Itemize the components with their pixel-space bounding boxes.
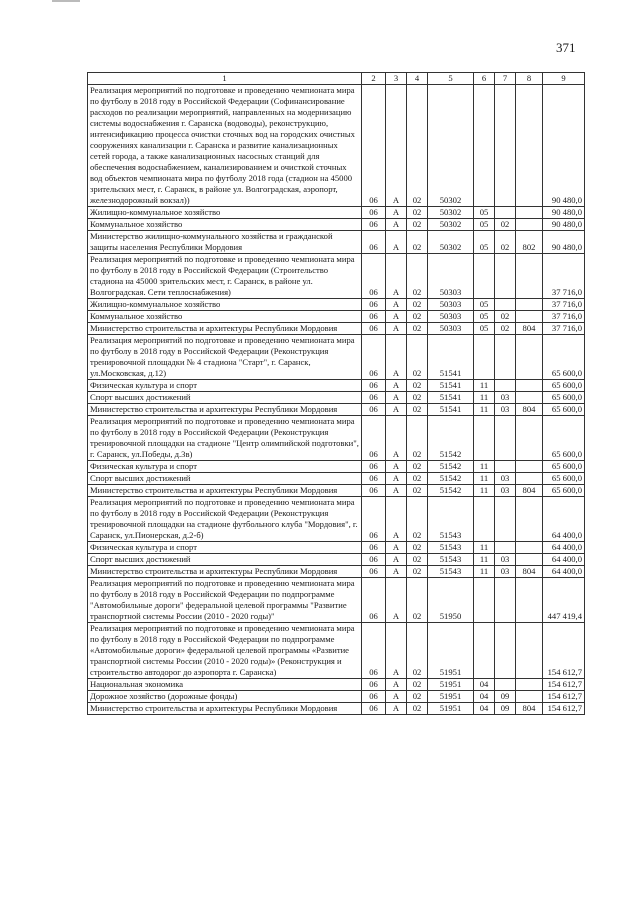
table-row xyxy=(88,416,585,461)
cell-item-name: Министерство строительства и архитектуры Республики Мордовия xyxy=(88,323,362,335)
table-header-row xyxy=(88,73,585,85)
column-header: 3 xyxy=(386,73,407,85)
cell-code-8: 804 xyxy=(516,323,543,335)
cell-code-5: 51542 xyxy=(428,485,474,497)
cell-code-4: 02 xyxy=(407,323,428,335)
cell-code-6: 05 xyxy=(474,323,495,335)
column-header: 8 xyxy=(516,73,543,85)
cell-code-4: 02 xyxy=(407,254,428,299)
cell-code-4: 02 xyxy=(407,335,428,380)
cell-code-7 xyxy=(495,542,516,554)
cell-item-name: Реализация мероприятий по подготовке и проведению чемпионата мира по футболу в 2018 году в Российской Федерации (Софинансирование расходов по реализации мероприятий, направленных на модернизацию системы водоснабжения г. Саранска (водоводы), реконструкцию, интенсификацию процесса очистки сточных вод на городских очистных сооружениях канализации г. Саранска и развитие канализационных сетей города, а также канализационных насосных станций для обеспечения водоснабжением, канализированием и очисткой сточных вод объектов чемпионата мира по футболу 2018 года (стадион на 45000 зрительских мест, г. Саранск, в районе ул. Волгоградская, аэропорт, железнодорожный вокзал)) xyxy=(88,85,362,207)
cell-item-name: Спорт высших достижений xyxy=(88,392,362,404)
cell-code-6 xyxy=(474,254,495,299)
cell-code-3: А xyxy=(386,578,407,623)
cell-code-5: 50303 xyxy=(428,311,474,323)
cell-code-3: А xyxy=(386,554,407,566)
cell-code-8: 804 xyxy=(516,566,543,578)
cell-code-5: 51542 xyxy=(428,416,474,461)
cell-code-5: 50302 xyxy=(428,219,474,231)
cell-code-2: 06 xyxy=(362,335,386,380)
cell-item-name: Реализация мероприятий по подготовке и проведению чемпионата мира по футболу в 2018 году в Российской Федерации по подпрограмме "Автомобильные дороги" федеральной целевой программы "Развитие транспортной системы России (2010 - 2020 годы)" xyxy=(88,578,362,623)
cell-code-5: 51951 xyxy=(428,679,474,691)
cell-code-7: 02 xyxy=(495,219,516,231)
cell-code-8 xyxy=(516,542,543,554)
cell-code-2: 06 xyxy=(362,497,386,542)
cell-code-2: 06 xyxy=(362,623,386,679)
cell-amount: 37 716,0 xyxy=(543,311,585,323)
cell-code-4: 02 xyxy=(407,392,428,404)
cell-code-8 xyxy=(516,219,543,231)
cell-code-5: 51542 xyxy=(428,461,474,473)
cell-code-3: А xyxy=(386,311,407,323)
cell-code-7: 03 xyxy=(495,554,516,566)
cell-amount: 90 480,0 xyxy=(543,219,585,231)
cell-code-5: 51541 xyxy=(428,335,474,380)
cell-code-2: 06 xyxy=(362,473,386,485)
cell-code-8 xyxy=(516,691,543,703)
budget-table xyxy=(87,72,585,715)
cell-code-6: 11 xyxy=(474,380,495,392)
cell-code-3: А xyxy=(386,299,407,311)
cell-code-2: 06 xyxy=(362,231,386,254)
cell-item-name: Министерство строительства и архитектуры Республики Мордовия xyxy=(88,485,362,497)
cell-item-name: Физическая культура и спорт xyxy=(88,542,362,554)
cell-amount: 65 600,0 xyxy=(543,392,585,404)
cell-item-name: Министерство строительства и архитектуры Республики Мордовия xyxy=(88,703,362,715)
cell-code-7 xyxy=(495,497,516,542)
cell-code-5: 51541 xyxy=(428,404,474,416)
cell-code-4: 02 xyxy=(407,207,428,219)
cell-code-7: 03 xyxy=(495,392,516,404)
table-row xyxy=(88,254,585,299)
cell-code-2: 06 xyxy=(362,85,386,207)
cell-code-8: 804 xyxy=(516,404,543,416)
table-row xyxy=(88,311,585,323)
cell-code-6: 04 xyxy=(474,691,495,703)
cell-code-6 xyxy=(474,497,495,542)
cell-amount: 37 716,0 xyxy=(543,299,585,311)
cell-code-4: 02 xyxy=(407,679,428,691)
cell-item-name: Реализация мероприятий по подготовке и проведению чемпионата мира по футболу в 2018 году в Российской Федерации (Реконструкция тренировочной площадки на стадионе футбольного клуба "Мордовия", г. Саранск, ул.Пионерская, д.2-б) xyxy=(88,497,362,542)
cell-amount: 90 480,0 xyxy=(543,85,585,207)
cell-item-name: Физическая культура и спорт xyxy=(88,380,362,392)
cell-code-2: 06 xyxy=(362,323,386,335)
cell-code-2: 06 xyxy=(362,311,386,323)
cell-code-7 xyxy=(495,85,516,207)
scan-artifact xyxy=(52,0,80,2)
cell-code-7 xyxy=(495,254,516,299)
cell-code-7: 03 xyxy=(495,404,516,416)
cell-amount: 64 400,0 xyxy=(543,497,585,542)
table-row xyxy=(88,380,585,392)
cell-code-5: 51951 xyxy=(428,703,474,715)
cell-code-3: А xyxy=(386,679,407,691)
cell-code-5: 50302 xyxy=(428,207,474,219)
cell-code-2: 06 xyxy=(362,207,386,219)
table-row xyxy=(88,578,585,623)
cell-code-5: 51541 xyxy=(428,392,474,404)
cell-code-8 xyxy=(516,679,543,691)
cell-code-3: А xyxy=(386,566,407,578)
cell-code-2: 06 xyxy=(362,679,386,691)
cell-code-4: 02 xyxy=(407,497,428,542)
cell-code-5: 51951 xyxy=(428,623,474,679)
cell-code-5: 50302 xyxy=(428,85,474,207)
table-row xyxy=(88,85,585,207)
cell-amount: 64 400,0 xyxy=(543,554,585,566)
cell-code-4: 02 xyxy=(407,416,428,461)
cell-item-name: Министерство жилищно-коммунального хозяйства и гражданской защиты населения Республики Мордовия xyxy=(88,231,362,254)
cell-code-6: 04 xyxy=(474,703,495,715)
column-header: 2 xyxy=(362,73,386,85)
cell-code-5: 51543 xyxy=(428,554,474,566)
cell-code-3: А xyxy=(386,219,407,231)
cell-amount: 154 612,7 xyxy=(543,679,585,691)
cell-item-name: Реализация мероприятий по подготовке и проведению чемпионата мира по футболу в 2018 году в Российской Федерации (Строительство стадиона на 45000 зрительских мест, г. Саранск, в районе ул. Волгоградская. Сети теплоснабжения) xyxy=(88,254,362,299)
cell-code-3: А xyxy=(386,231,407,254)
cell-code-8 xyxy=(516,461,543,473)
cell-code-4: 02 xyxy=(407,85,428,207)
table-row xyxy=(88,323,585,335)
cell-code-8: 804 xyxy=(516,485,543,497)
cell-code-4: 02 xyxy=(407,578,428,623)
cell-code-6: 05 xyxy=(474,219,495,231)
cell-item-name: Жилищно-коммунальное хозяйство xyxy=(88,207,362,219)
column-header: 4 xyxy=(407,73,428,85)
cell-code-2: 06 xyxy=(362,299,386,311)
cell-code-4: 02 xyxy=(407,542,428,554)
cell-code-2: 06 xyxy=(362,461,386,473)
cell-code-8: 804 xyxy=(516,703,543,715)
cell-code-6: 11 xyxy=(474,473,495,485)
cell-code-6: 11 xyxy=(474,485,495,497)
table-body xyxy=(88,85,585,715)
cell-code-8 xyxy=(516,416,543,461)
cell-item-name: Физическая культура и спорт xyxy=(88,461,362,473)
cell-code-3: А xyxy=(386,404,407,416)
cell-code-8 xyxy=(516,380,543,392)
cell-amount: 65 600,0 xyxy=(543,461,585,473)
table-row xyxy=(88,231,585,254)
cell-code-3: А xyxy=(386,542,407,554)
cell-code-3: А xyxy=(386,485,407,497)
cell-code-4: 02 xyxy=(407,404,428,416)
cell-code-7 xyxy=(495,380,516,392)
cell-item-name: Коммунальное хозяйство xyxy=(88,311,362,323)
cell-code-7: 03 xyxy=(495,485,516,497)
cell-code-4: 02 xyxy=(407,311,428,323)
cell-code-2: 06 xyxy=(362,254,386,299)
cell-code-4: 02 xyxy=(407,485,428,497)
cell-code-6: 11 xyxy=(474,392,495,404)
cell-amount: 37 716,0 xyxy=(543,254,585,299)
cell-item-name: Спорт высших достижений xyxy=(88,554,362,566)
cell-code-8 xyxy=(516,311,543,323)
cell-code-4: 02 xyxy=(407,231,428,254)
table-row xyxy=(88,554,585,566)
table-row xyxy=(88,691,585,703)
cell-code-3: А xyxy=(386,335,407,380)
cell-amount: 65 600,0 xyxy=(543,404,585,416)
column-header: 6 xyxy=(474,73,495,85)
table-row xyxy=(88,473,585,485)
table-row xyxy=(88,542,585,554)
cell-code-8 xyxy=(516,473,543,485)
cell-code-6: 05 xyxy=(474,299,495,311)
cell-code-3: А xyxy=(386,461,407,473)
cell-amount: 65 600,0 xyxy=(543,485,585,497)
table-row xyxy=(88,461,585,473)
table-row xyxy=(88,299,585,311)
cell-code-8 xyxy=(516,254,543,299)
cell-amount: 65 600,0 xyxy=(543,473,585,485)
cell-code-8 xyxy=(516,335,543,380)
cell-code-7 xyxy=(495,299,516,311)
cell-code-3: А xyxy=(386,392,407,404)
cell-code-5: 51951 xyxy=(428,691,474,703)
cell-amount: 64 400,0 xyxy=(543,542,585,554)
cell-item-name: Реализация мероприятий по подготовке и проведению чемпионата мира по футболу в 2018 году в Российской Федерации (Реконструкция тренировочной площадки № 4 стадиона "Старт", г. Саранск, ул.Московская, д.12) xyxy=(88,335,362,380)
cell-code-7: 02 xyxy=(495,231,516,254)
table-row xyxy=(88,679,585,691)
cell-code-4: 02 xyxy=(407,691,428,703)
table-row xyxy=(88,335,585,380)
cell-code-6 xyxy=(474,623,495,679)
table-row xyxy=(88,219,585,231)
cell-code-5: 50303 xyxy=(428,254,474,299)
cell-code-2: 06 xyxy=(362,578,386,623)
cell-code-8 xyxy=(516,554,543,566)
cell-code-7: 03 xyxy=(495,473,516,485)
cell-code-7 xyxy=(495,416,516,461)
table-row xyxy=(88,703,585,715)
cell-item-name: Реализация мероприятий по подготовке и проведению чемпионата мира по футболу в 2018 году в Российской Федерации (Реконструкция тренировочной площадки на стадионе "Центр олимпийской подготовки", г. Саранск, ул.Победы, д.3в) xyxy=(88,416,362,461)
cell-item-name: Коммунальное хозяйство xyxy=(88,219,362,231)
cell-code-4: 02 xyxy=(407,566,428,578)
cell-amount: 154 612,7 xyxy=(543,703,585,715)
cell-code-6: 11 xyxy=(474,404,495,416)
cell-item-name: Реализация мероприятий по подготовке и проведению чемпионата мира по футболу в 2018 году в Российской Федерации по подпрограмме «Автомобильные дороги» федеральной целевой программы «Развитие транспортной системы России (2010 - 2020 годы)» (Реконструкция и строительство автодорог до аэропорта г. Саранска) xyxy=(88,623,362,679)
cell-code-7: 02 xyxy=(495,323,516,335)
cell-code-3: А xyxy=(386,254,407,299)
cell-amount: 90 480,0 xyxy=(543,207,585,219)
cell-code-5: 51543 xyxy=(428,497,474,542)
table-row xyxy=(88,566,585,578)
table-row xyxy=(88,497,585,542)
cell-code-7 xyxy=(495,578,516,623)
cell-item-name: Дорожное хозяйство (дорожные фонды) xyxy=(88,691,362,703)
cell-code-6: 11 xyxy=(474,566,495,578)
cell-code-6: 11 xyxy=(474,461,495,473)
cell-code-6 xyxy=(474,578,495,623)
page-number: 371 xyxy=(556,40,576,55)
table-row xyxy=(88,404,585,416)
cell-code-5: 51950 xyxy=(428,578,474,623)
cell-code-6: 04 xyxy=(474,679,495,691)
cell-code-7: 02 xyxy=(495,311,516,323)
table-row xyxy=(88,623,585,679)
cell-code-2: 06 xyxy=(362,392,386,404)
table-row xyxy=(88,485,585,497)
cell-code-8: 802 xyxy=(516,231,543,254)
cell-code-7 xyxy=(495,335,516,380)
cell-code-4: 02 xyxy=(407,461,428,473)
cell-code-4: 02 xyxy=(407,473,428,485)
table-row xyxy=(88,207,585,219)
cell-amount: 154 612,7 xyxy=(543,623,585,679)
cell-item-name: Национальная экономика xyxy=(88,679,362,691)
cell-code-2: 06 xyxy=(362,485,386,497)
cell-code-7 xyxy=(495,623,516,679)
cell-amount: 64 400,0 xyxy=(543,566,585,578)
column-header: 9 xyxy=(543,73,585,85)
cell-code-6 xyxy=(474,416,495,461)
column-header: 5 xyxy=(428,73,474,85)
cell-code-3: А xyxy=(386,691,407,703)
cell-code-5: 51543 xyxy=(428,542,474,554)
cell-code-4: 02 xyxy=(407,299,428,311)
cell-code-6: 11 xyxy=(474,542,495,554)
cell-code-4: 02 xyxy=(407,380,428,392)
cell-code-6: 05 xyxy=(474,207,495,219)
cell-code-7: 09 xyxy=(495,703,516,715)
cell-code-5: 51542 xyxy=(428,473,474,485)
column-header: 1 xyxy=(88,73,362,85)
cell-code-3: А xyxy=(386,323,407,335)
cell-amount: 90 480,0 xyxy=(543,231,585,254)
cell-code-6: 05 xyxy=(474,311,495,323)
cell-amount: 447 419,4 xyxy=(543,578,585,623)
cell-code-3: А xyxy=(386,497,407,542)
cell-code-8 xyxy=(516,392,543,404)
cell-code-2: 06 xyxy=(362,219,386,231)
cell-code-2: 06 xyxy=(362,554,386,566)
cell-amount: 65 600,0 xyxy=(543,335,585,380)
cell-code-8 xyxy=(516,623,543,679)
cell-code-8 xyxy=(516,299,543,311)
cell-code-8 xyxy=(516,85,543,207)
cell-item-name: Спорт высших достижений xyxy=(88,473,362,485)
cell-code-5: 50303 xyxy=(428,299,474,311)
cell-code-8 xyxy=(516,497,543,542)
cell-code-2: 06 xyxy=(362,542,386,554)
cell-code-3: А xyxy=(386,380,407,392)
cell-amount: 65 600,0 xyxy=(543,416,585,461)
cell-code-2: 06 xyxy=(362,703,386,715)
cell-code-7 xyxy=(495,679,516,691)
cell-code-2: 06 xyxy=(362,416,386,461)
cell-code-4: 02 xyxy=(407,623,428,679)
cell-code-3: А xyxy=(386,703,407,715)
cell-code-7 xyxy=(495,207,516,219)
cell-code-5: 50303 xyxy=(428,323,474,335)
cell-code-8 xyxy=(516,578,543,623)
table-row xyxy=(88,392,585,404)
cell-code-2: 06 xyxy=(362,566,386,578)
cell-code-7 xyxy=(495,461,516,473)
cell-code-8 xyxy=(516,207,543,219)
cell-code-2: 06 xyxy=(362,691,386,703)
cell-amount: 65 600,0 xyxy=(543,380,585,392)
cell-code-5: 50302 xyxy=(428,231,474,254)
cell-code-6 xyxy=(474,85,495,207)
cell-code-3: А xyxy=(386,473,407,485)
cell-code-7: 03 xyxy=(495,566,516,578)
cell-code-3: А xyxy=(386,623,407,679)
cell-code-6 xyxy=(474,335,495,380)
cell-code-4: 02 xyxy=(407,554,428,566)
cell-item-name: Министерство строительства и архитектуры Республики Мордовия xyxy=(88,404,362,416)
cell-code-7: 09 xyxy=(495,691,516,703)
cell-code-2: 06 xyxy=(362,404,386,416)
cell-code-2: 06 xyxy=(362,380,386,392)
cell-amount: 154 612,7 xyxy=(543,691,585,703)
cell-code-6: 05 xyxy=(474,231,495,254)
cell-code-3: А xyxy=(386,85,407,207)
cell-code-3: А xyxy=(386,207,407,219)
cell-item-name: Министерство строительства и архитектуры Республики Мордовия xyxy=(88,566,362,578)
cell-code-5: 51543 xyxy=(428,566,474,578)
cell-code-4: 02 xyxy=(407,219,428,231)
cell-amount: 37 716,0 xyxy=(543,323,585,335)
cell-code-5: 51541 xyxy=(428,380,474,392)
column-header: 7 xyxy=(495,73,516,85)
cell-code-3: А xyxy=(386,416,407,461)
cell-code-6: 11 xyxy=(474,554,495,566)
cell-item-name: Жилищно-коммунальное хозяйство xyxy=(88,299,362,311)
cell-code-4: 02 xyxy=(407,703,428,715)
